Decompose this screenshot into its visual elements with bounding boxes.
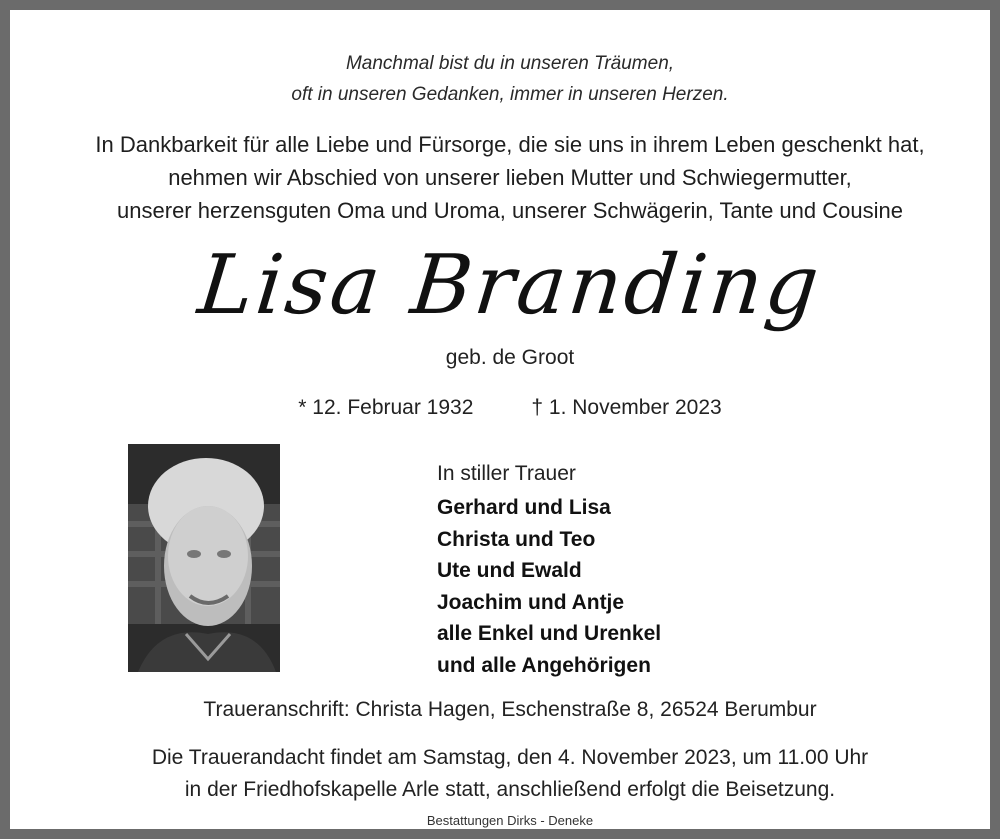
mourners-list (437, 458, 661, 681)
birth-date: * 12. Februar 1932 (298, 396, 474, 419)
maiden-name: geb. de Groot (445, 346, 575, 369)
service-line-1: Die Trauerandacht findet am Samstag, den 4. November 2023, um 11.00 Uhr (151, 746, 869, 769)
portrait-photo (128, 444, 280, 672)
motto (10, 48, 1000, 110)
motto-line-1: Manchmal bist du in unseren Träumen, (345, 53, 675, 74)
undertaker-credit: Bestattungen Dirks - Deneke (426, 813, 594, 828)
motto-line-2: oft in unseren Gedanken, immer in unseren Herzen. (291, 84, 729, 105)
mourner-item: Joachim und Antje (437, 590, 625, 614)
mourner-item: und alle Angehörigen (437, 653, 651, 677)
life-dates (10, 396, 1000, 420)
service-info (10, 742, 1000, 806)
intro-line-1: In Dankbarkeit für alle Liebe und Fürsorge, die sie uns in ihrem Leben geschenkt hat, (95, 132, 925, 157)
mourner-item: Christa und Teo (437, 527, 596, 551)
death-date: † 1. November 2023 (531, 396, 722, 419)
deceased-name: Lisa Branding (194, 238, 826, 333)
mourners-lead: In stiller Trauer (437, 462, 576, 485)
mourner-item: Ute und Ewald (437, 559, 582, 582)
mourner-item: alle Enkel und Urenkel (437, 622, 662, 645)
intro-text (10, 128, 1000, 227)
intro-line-2: nehmen wir Abschied von unserer lieben Mutter und Schwiegermutter, (168, 165, 852, 190)
mourning-address: Traueranschrift: Christa Hagen, Eschenstraße 8, 26524 Berumbur (203, 698, 817, 721)
service-line-2: in der Friedhofskapelle Arle statt, anschließend erfolgt die Beisetzung. (184, 778, 836, 801)
mourner-item: Gerhard und Lisa (437, 496, 611, 519)
portrait-illustration (128, 444, 280, 672)
intro-line-3: unserer herzensguten Oma und Uroma, unserer Schwägerin, Tante und Cousine (117, 198, 903, 223)
